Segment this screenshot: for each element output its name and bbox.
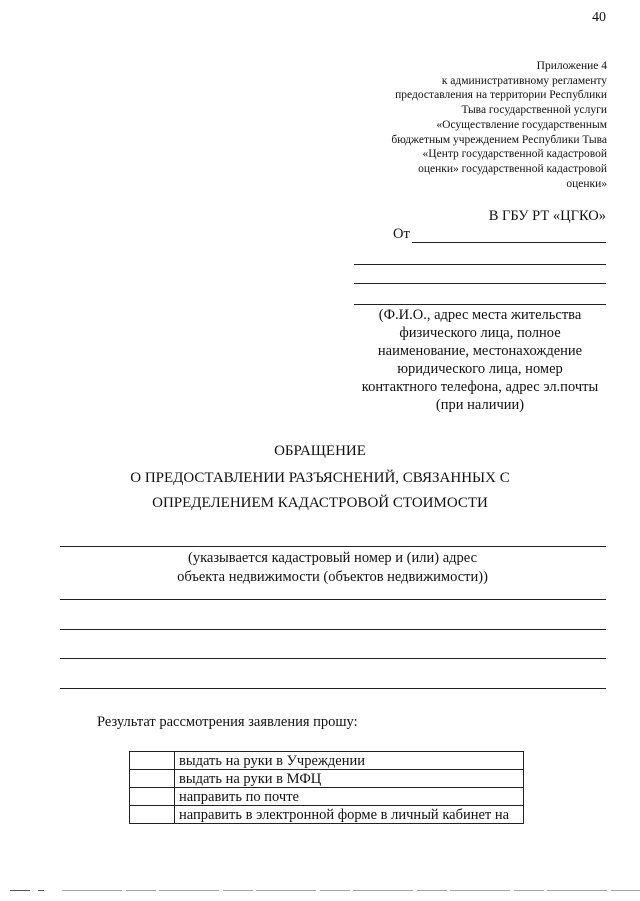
from-label: От [393, 226, 410, 242]
appendix-line: к административному регламенту [441, 74, 607, 87]
appendix-line: Тыва государственной услуги [461, 104, 607, 117]
object-fill-line[interactable] [60, 688, 606, 689]
applicant-hint-line: (при наличии) [435, 397, 525, 413]
delivery-option-label: выдать на руки в МФЦ [175, 770, 524, 788]
object-fill-line[interactable] [60, 629, 606, 630]
applicant-hint [350, 306, 610, 414]
delivery-options-table [129, 751, 524, 824]
applicant-hint-line: физического лица, полное [399, 325, 561, 341]
page-number: 40 [592, 10, 606, 25]
delivery-option-row [130, 770, 524, 788]
delivery-option-checkbox[interactable] [130, 788, 175, 806]
delivery-option-checkbox[interactable] [130, 770, 175, 788]
applicant-fill-line[interactable] [412, 242, 606, 243]
applicant-hint-line: контактного телефона, адрес эл.почты [361, 379, 599, 395]
object-hint [60, 549, 605, 587]
document-subtitle-line: О ПРЕДОСТАВЛЕНИИ РАЗЪЯСНЕНИЙ, СВЯЗАННЫХ С [130, 470, 510, 486]
appendix-line: «Осуществление государственным [436, 118, 607, 131]
delivery-option-row [130, 788, 524, 806]
applicant-fill-line[interactable] [354, 283, 606, 284]
delivery-option-label: направить в электронной форме в личный кабинет на [175, 806, 524, 824]
object-fill-line[interactable] [60, 599, 606, 600]
appendix-line: предоставления на территории Республики [395, 89, 607, 102]
scan-edge-artifact [0, 889, 640, 892]
delivery-option-row [130, 806, 524, 824]
applicant-fill-line[interactable] [354, 264, 606, 265]
delivery-option-row [130, 752, 524, 770]
delivery-option-label: направить по почте [175, 788, 524, 806]
applicant-hint-line: (Ф.И.О., адрес места жительства [378, 307, 582, 323]
appendix-line: оценки» государственной кадастровой [418, 162, 607, 175]
document-title: ОБРАЩЕНИЕ [274, 443, 366, 459]
object-hint-line: (указывается кадастровый номер и (или) адрес [187, 550, 478, 566]
delivery-option-checkbox[interactable] [130, 806, 175, 824]
applicant-hint-line: наименование, местонахождение [377, 343, 583, 359]
applicant-hint-line: юридического лица, номер [397, 361, 563, 377]
appendix-line: «Центр государственной кадастровой [422, 148, 607, 161]
appendix-line: оценки» [566, 177, 607, 190]
object-hint-line: объекта недвижимости (объектов недвижимости)) [177, 569, 488, 585]
delivery-option-checkbox[interactable] [130, 752, 175, 770]
applicant-fill-line[interactable] [354, 304, 606, 305]
document-subtitle-line: ОПРЕДЕЛЕНИЕМ КАДАСТРОВОЙ СТОИМОСТИ [152, 495, 488, 511]
object-fill-line[interactable] [60, 546, 606, 547]
appendix-line: Приложение 4 [536, 60, 607, 72]
appendix-line: бюджетным учреждением Республики Тыва [391, 133, 607, 146]
appendix-header [337, 59, 607, 191]
result-label: Результат рассмотрения заявления прошу: [97, 714, 358, 730]
recipient-org: В ГБУ РТ «ЦГКО» [488, 208, 606, 224]
delivery-option-label: выдать на руки в Учреждении [175, 752, 524, 770]
object-fill-line[interactable] [60, 658, 606, 659]
